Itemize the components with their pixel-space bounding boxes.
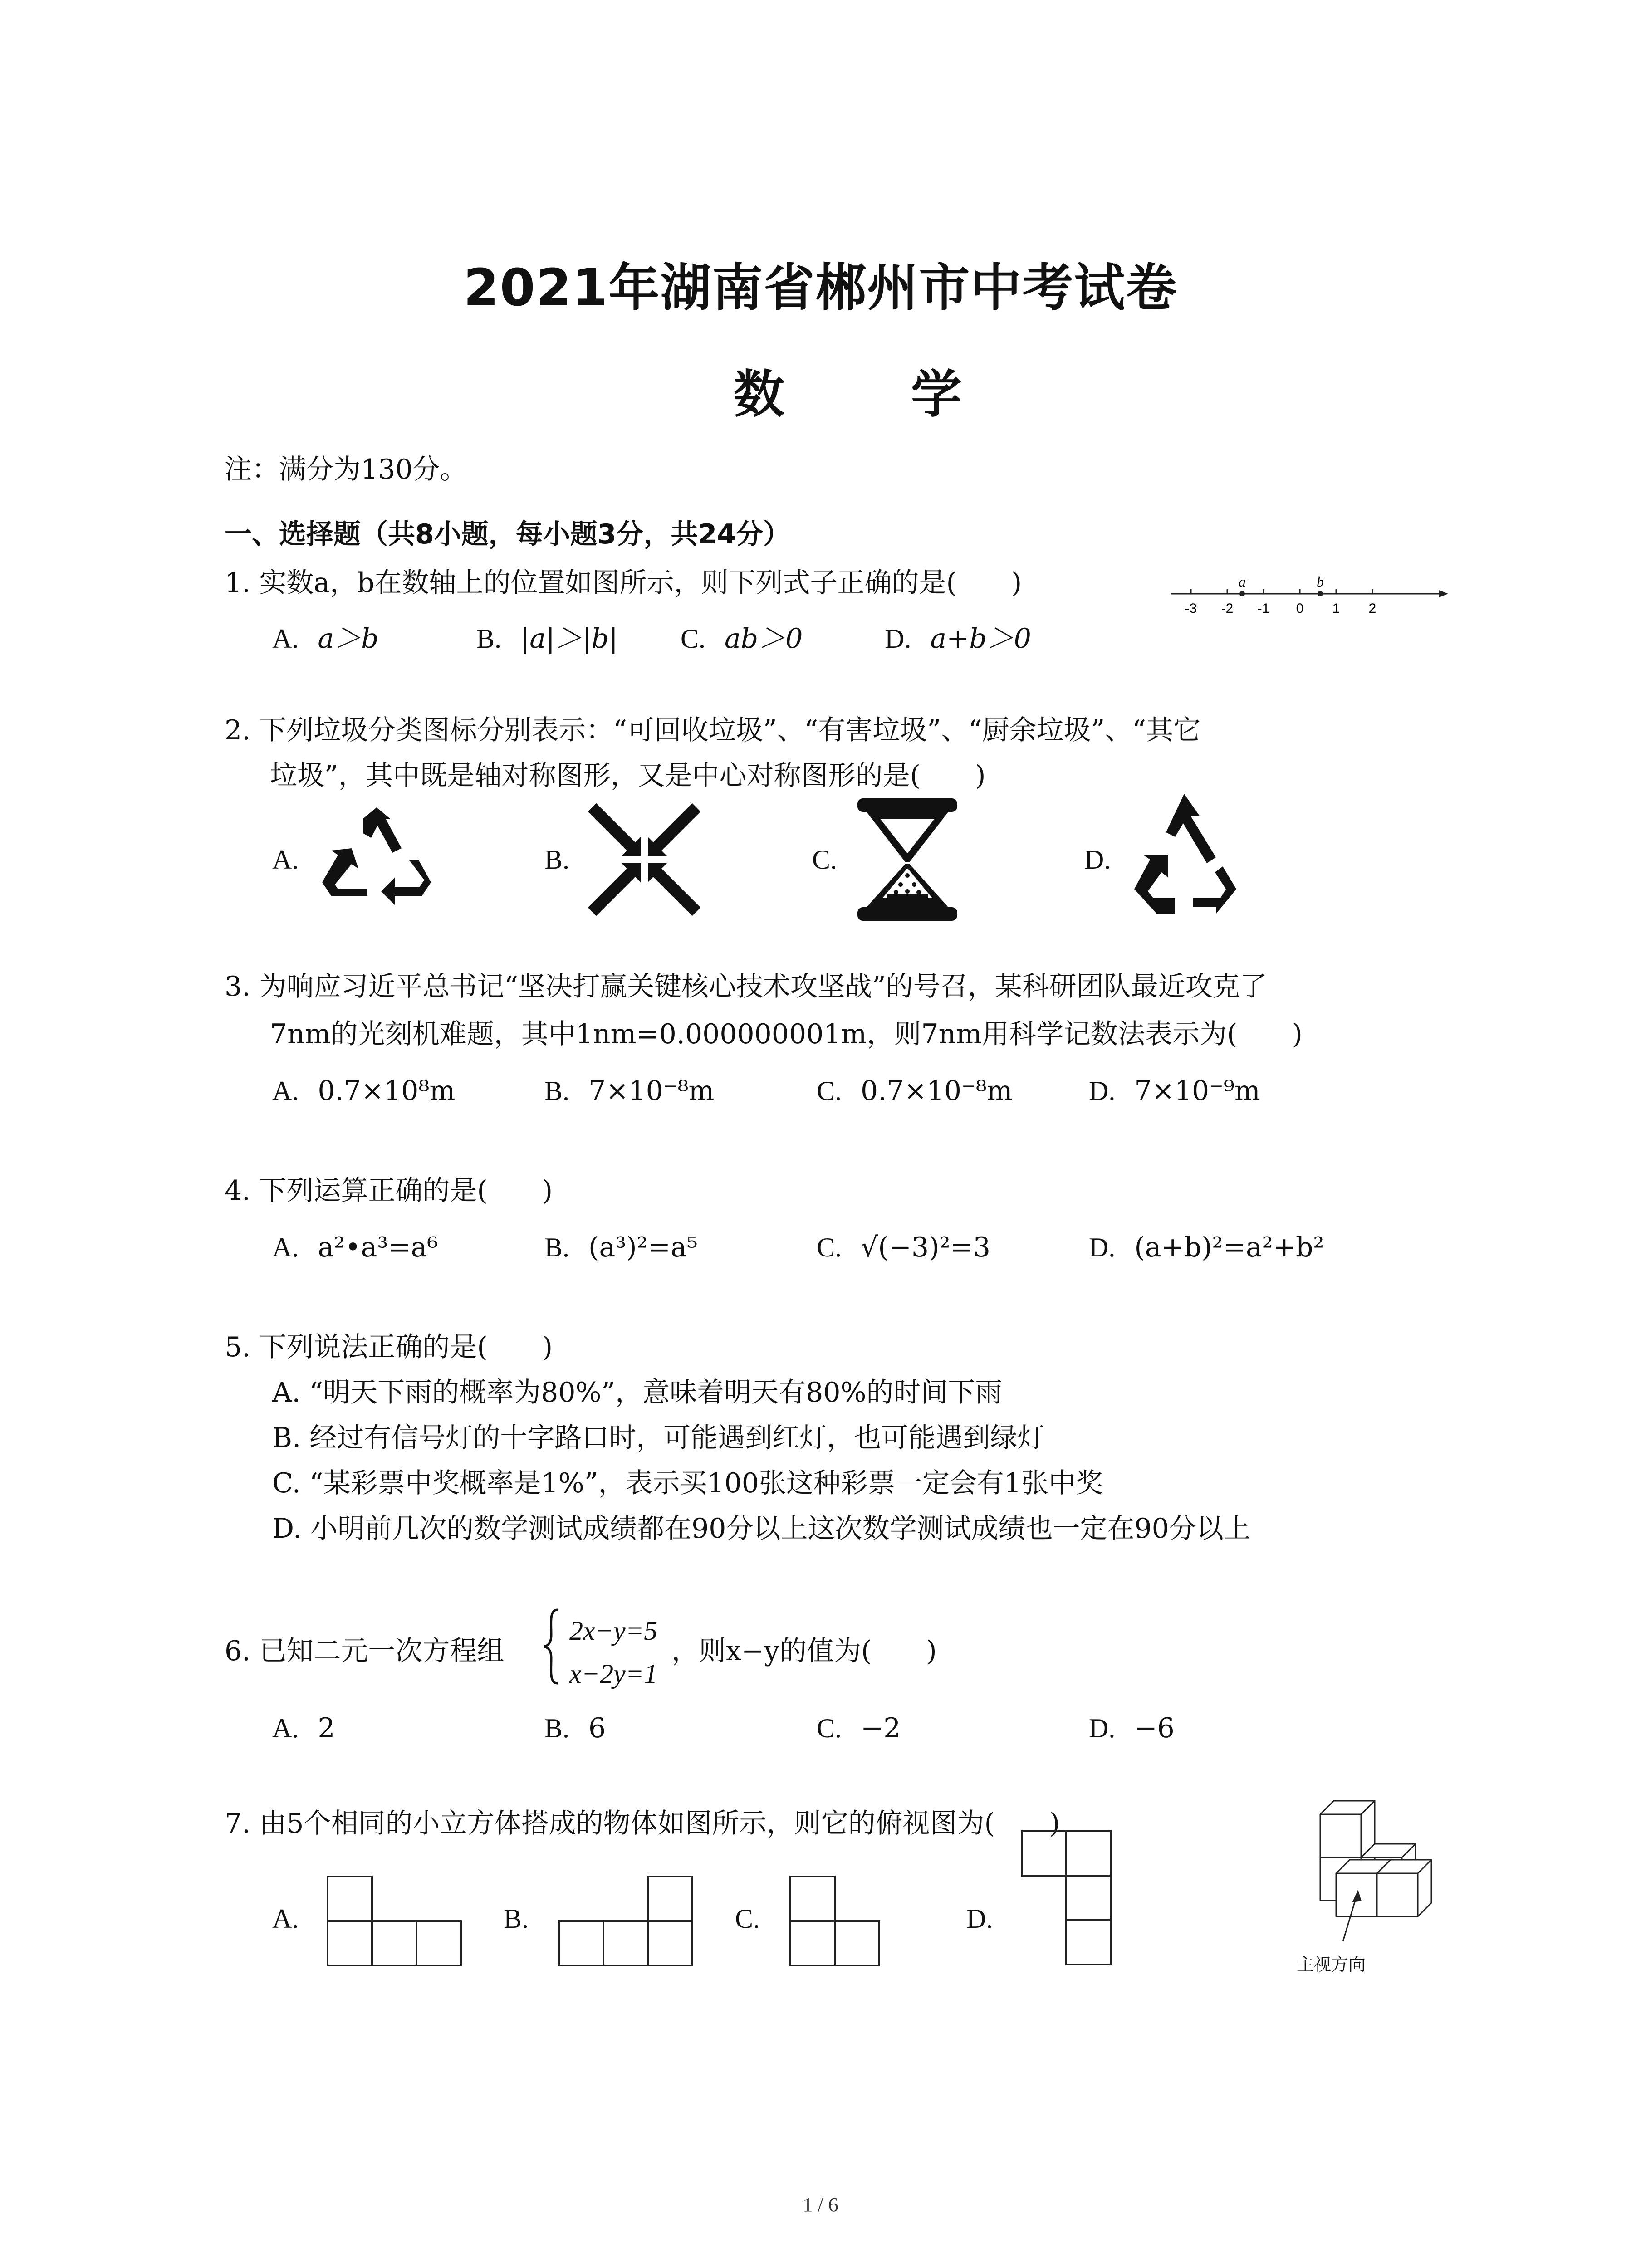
option-label: D. [1084, 845, 1111, 875]
q2-stem-line1: 2. 下列垃圾分类图标分别表示：“可回收垃圾”、“有害垃圾”、“厨余垃圾”、“其它 [225, 714, 1201, 746]
q7-option-a [272, 1903, 318, 1935]
option-label: B. [544, 1232, 570, 1262]
other-waste-icon [1125, 792, 1243, 919]
q2-option-a [272, 844, 318, 875]
q6-stem-suffix: ，则x−y的值为( ) [671, 1635, 937, 1667]
q7-stem: 7. 由5个相同的小立方体搭成的物体如图所示，则它的俯视图为( ) [225, 1808, 1060, 1839]
q3-option-c [817, 1075, 1013, 1107]
option-label: D. [1089, 1076, 1116, 1106]
option-label: C. [735, 1904, 760, 1934]
tick-label: 1 [1332, 601, 1340, 616]
q4-option-c [817, 1232, 990, 1263]
option-label: B. [544, 1076, 570, 1106]
q7-option-c [735, 1903, 779, 1935]
option-text: 7×10⁻⁸m [588, 1075, 715, 1107]
tick-label: 0 [1296, 601, 1304, 616]
q6-option-a [272, 1712, 335, 1744]
label-b: b [1317, 573, 1324, 590]
option-label: B. [544, 1713, 570, 1743]
option-label: B. [504, 1904, 529, 1934]
option-text: ab＞0 [725, 623, 803, 655]
q7-option-d [966, 1903, 1012, 1935]
option-label: A. [272, 1904, 299, 1934]
q3-option-d [1089, 1075, 1260, 1107]
cube-stack-figure [1318, 1796, 1454, 1946]
option-label: A. [272, 624, 299, 654]
tick-label: 2 [1368, 601, 1376, 616]
recycle-icon [318, 805, 436, 914]
option-text: (a+b)²=a²+b² [1134, 1232, 1324, 1263]
system-brace [542, 1608, 560, 1685]
arrow-head [1439, 590, 1448, 597]
option-label: B. [544, 845, 570, 875]
option-text: 0.7×10⁸m [318, 1075, 456, 1107]
q2-option-b [544, 844, 588, 875]
option-text: a＞b [318, 623, 379, 655]
point-a [1239, 591, 1245, 596]
option-label: D. [966, 1904, 993, 1934]
option-text: 2 [318, 1712, 335, 1744]
q1-option-b [476, 617, 618, 656]
option-label: C. [817, 1232, 842, 1262]
q3-option-a [272, 1075, 455, 1107]
q4-option-d [1089, 1232, 1324, 1263]
q5-option-b: B. 经过有信号灯的十字路口时，可能遇到红灯，也可能遇到绿灯 [272, 1422, 1045, 1454]
option-text: (a³)²=a⁵ [588, 1232, 698, 1263]
view-direction-label: 主视方向 [1297, 1955, 1366, 1975]
tick-labels [1185, 601, 1376, 616]
hourglass-icon [853, 796, 962, 923]
top-view-c [789, 1876, 882, 1969]
option-text: √(−3)²=3 [861, 1232, 991, 1263]
option-label: C. [817, 1713, 842, 1743]
option-label: A. [272, 1076, 299, 1106]
q4-stem: 4. 下列运算正确的是( ) [225, 1175, 553, 1207]
exam-title: 2021年湖南省郴州市中考试卷 [463, 259, 1178, 318]
hazard-arrows-icon [585, 801, 703, 919]
q1-option-d [885, 617, 1031, 656]
q6-option-b [544, 1712, 606, 1744]
option-label: D. [885, 624, 911, 654]
top-view-d [1021, 1830, 1114, 1969]
option-text: 6 [588, 1712, 606, 1744]
section-heading: 一、选择题（共8小题，每小题3分，共24分） [225, 518, 790, 550]
top-view-b [558, 1876, 694, 1969]
tick-label: -2 [1221, 601, 1234, 616]
number-line-figure [1171, 569, 1452, 624]
q6-stem-prefix: 6. 已知二元一次方程组 [225, 1635, 505, 1667]
page-number: 1 / 6 [803, 2194, 838, 2216]
option-label: D. [1089, 1232, 1116, 1262]
q2-option-c [812, 844, 856, 875]
q1-option-a [272, 617, 379, 656]
option-text: a+b＞0 [930, 623, 1031, 655]
option-label: C. [681, 624, 706, 654]
q2-option-d [1084, 844, 1130, 875]
equation-2: x−2y=1 [569, 1659, 658, 1689]
option-label: A. [272, 1713, 299, 1743]
equation-1: 2x−y=5 [569, 1616, 658, 1646]
q7-option-b [504, 1903, 548, 1935]
option-label: D. [1089, 1713, 1116, 1743]
q5-option-a: A. “明天下雨的概率为80%”，意味着明天有80%的时间下雨 [272, 1377, 1003, 1408]
option-text: −6 [1134, 1712, 1175, 1744]
option-label: B. [476, 624, 502, 654]
tick-label: -1 [1257, 601, 1270, 616]
q5-option-c: C. “某彩票中奖概率是1%”，表示买100张这种彩票一定会有1张中奖 [272, 1467, 1103, 1499]
q5-stem: 5. 下列说法正确的是( ) [225, 1331, 553, 1363]
q3-option-b [544, 1075, 714, 1107]
q1-stem: 1. 实数a，b在数轴上的位置如图所示，则下列式子正确的是( ) [225, 567, 1022, 599]
option-text: |a|＞|b| [520, 623, 618, 655]
q6-option-d [1089, 1712, 1175, 1744]
q4-option-b [544, 1232, 698, 1263]
subject-title: 数 学 [734, 365, 1016, 424]
top-view-a [327, 1876, 463, 1969]
option-text: 7×10⁻⁹m [1134, 1075, 1260, 1107]
q2-stem-line2: 垃圾”，其中既是轴对称图形，又是中心对称图形的是( ) [270, 760, 986, 792]
option-label: A. [272, 1232, 299, 1262]
option-text: a²•a³=a⁶ [318, 1232, 438, 1263]
q5-option-d: D. 小明前几次的数学测试成绩都在90分以上这次数学测试成绩也一定在90分以上 [272, 1513, 1251, 1545]
q1-option-c [681, 617, 803, 656]
q6-option-c [817, 1712, 901, 1744]
point-b [1318, 591, 1323, 596]
q3-stem-line1: 3. 为响应习近平总书记“坚决打赢关键核心技术攻坚战”的号召，某科研团队最近攻克了 [225, 971, 1267, 1002]
option-label: C. [812, 845, 838, 875]
option-label: C. [817, 1076, 842, 1106]
label-a: a [1239, 573, 1246, 590]
q3-stem-line2: 7nm的光刻机难题，其中1nm=0.000000001m，则7nm用科学记数法表示为( ) [270, 1018, 1303, 1050]
option-text: −2 [861, 1712, 901, 1744]
option-text: 0.7×10⁻⁸m [861, 1075, 1013, 1107]
score-note: 注：满分为130分。 [225, 454, 467, 485]
option-label: A. [272, 845, 299, 875]
tick-label: -3 [1185, 601, 1197, 616]
q4-option-a [272, 1232, 438, 1263]
